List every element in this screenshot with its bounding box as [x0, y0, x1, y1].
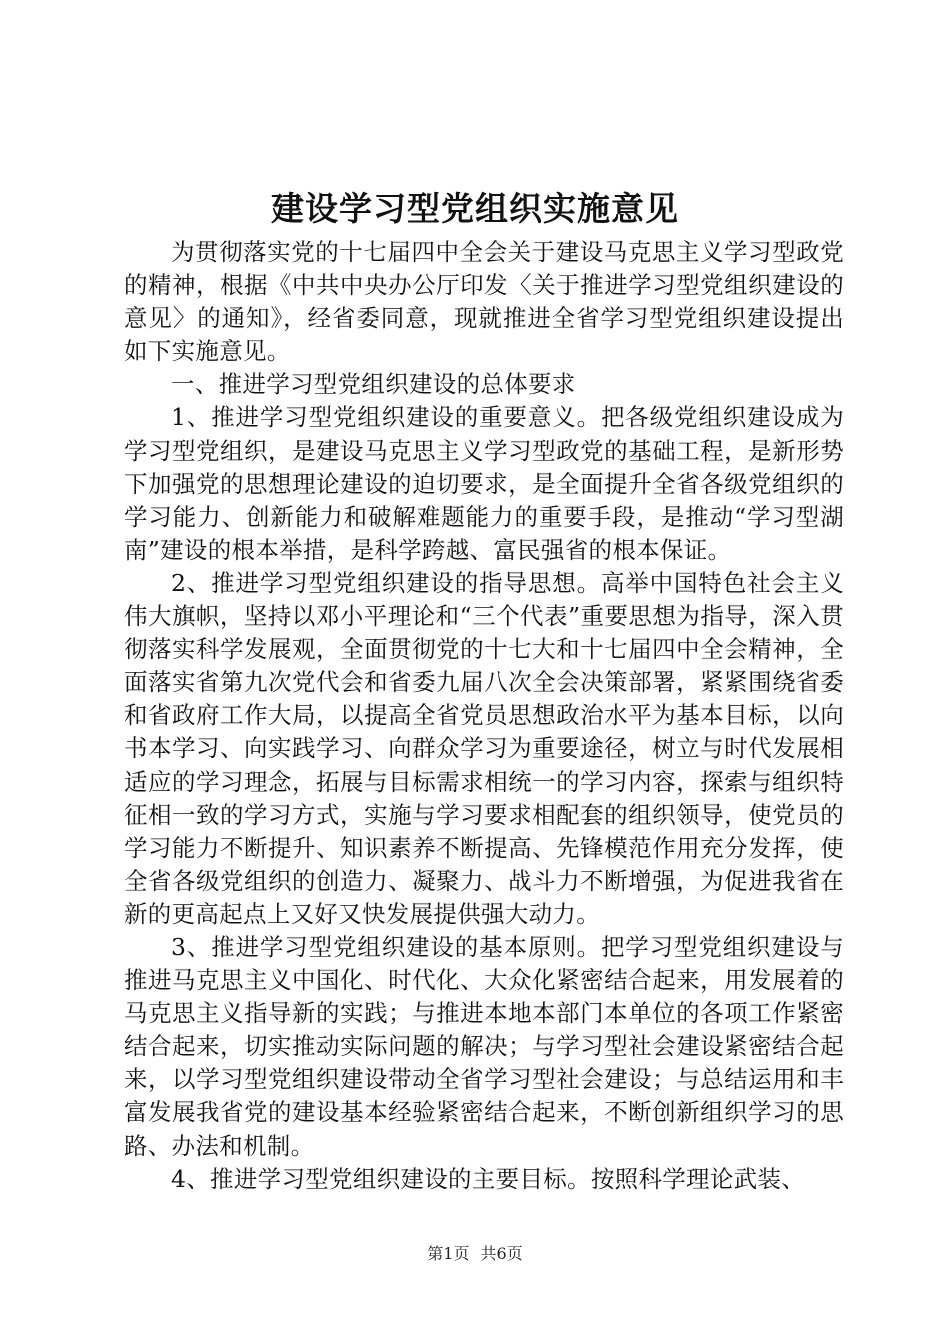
- paragraph-item-3: 3、推进学习型党组织建设的基本原则。把学习型党组织建设与推进马克思主义中国化、时代化、大众化紧密结合起来，用发展着的马克思主义指导新的实践；与推进本地本部门本单位的各项工作紧密结合起来，切实推动实际问题的解决；与学习型社会建设紧密结合起来，以学习型党组织建设带动全省学习型社会建设；与总结运用和丰富发展我省党的建设基本经验紧密结合起来，不断创新组织学习的思路、办法和机制。: [124, 932, 844, 1160]
- document-title: 建设学习型党组织实施意见: [271, 189, 679, 228]
- paragraph-item-1: 1、推进学习型党组织建设的重要意义。把各级党组织建设成为学习型党组织，是建设马克思主义学习型政党的基础工程，是新形势下加强党的思想理论建设的迫切要求，是全面提升全省各级党组织的学习能力、创新能力和破解难题能力的重要手段，是推动“学习型湖南”建设的根本举措，是科学跨越、富民强省的根本保证。: [124, 403, 844, 564]
- section-heading-1: 一、推进学习型党组织建设的总体要求: [171, 370, 576, 399]
- paragraph-intro: 为贯彻落实党的十七届四中全会关于建设马克思主义学习型政党的精神，根据《中共中央办公厅印发〈关于推进学习型党组织建设的意见〉的通知》，经省委同意，现就推进全省学习型党组织建设提出如下实施意见。: [124, 238, 844, 366]
- page-footer: [0, 1243, 950, 1265]
- page-number: 第1页: [427, 1244, 470, 1263]
- paragraph-item-4: 4、推进学习型党组织建设的主要目标。按照科学理论武装、: [171, 1164, 806, 1193]
- document-body: [124, 236, 844, 1196]
- paragraph-item-2: 2、推进学习型党组织建设的指导思想。高举中国特色社会主义伟大旗帜，坚持以邓小平理论和“三个代表”重要思想为指导，深入贯彻落实科学发展观，全面贯彻党的十七大和十七届四中全会精神，全面落实省第九次党代会和省委九届八次全会决策部署，紧紧围绕省委和省政府工作大局，以提高全省党员思想政治水平为基本目标，以向书本学习、向实践学习、向群众学习为重要途径，树立与时代发展相适应的学习理念，拓展与目标需求相统一的学习内容，探索与组织特征相一致的学习方式，实施与学习要求相配套的组织领导，使党员的学习能力不断提升、知识素养不断提高、先锋模范作用充分发挥，使全省各级党组织的创造力、凝聚力、战斗力不断增强，为促进我省在新的更高起点上又好又快发展提供强大动力。: [124, 568, 844, 928]
- total-pages: 共6页: [480, 1244, 523, 1263]
